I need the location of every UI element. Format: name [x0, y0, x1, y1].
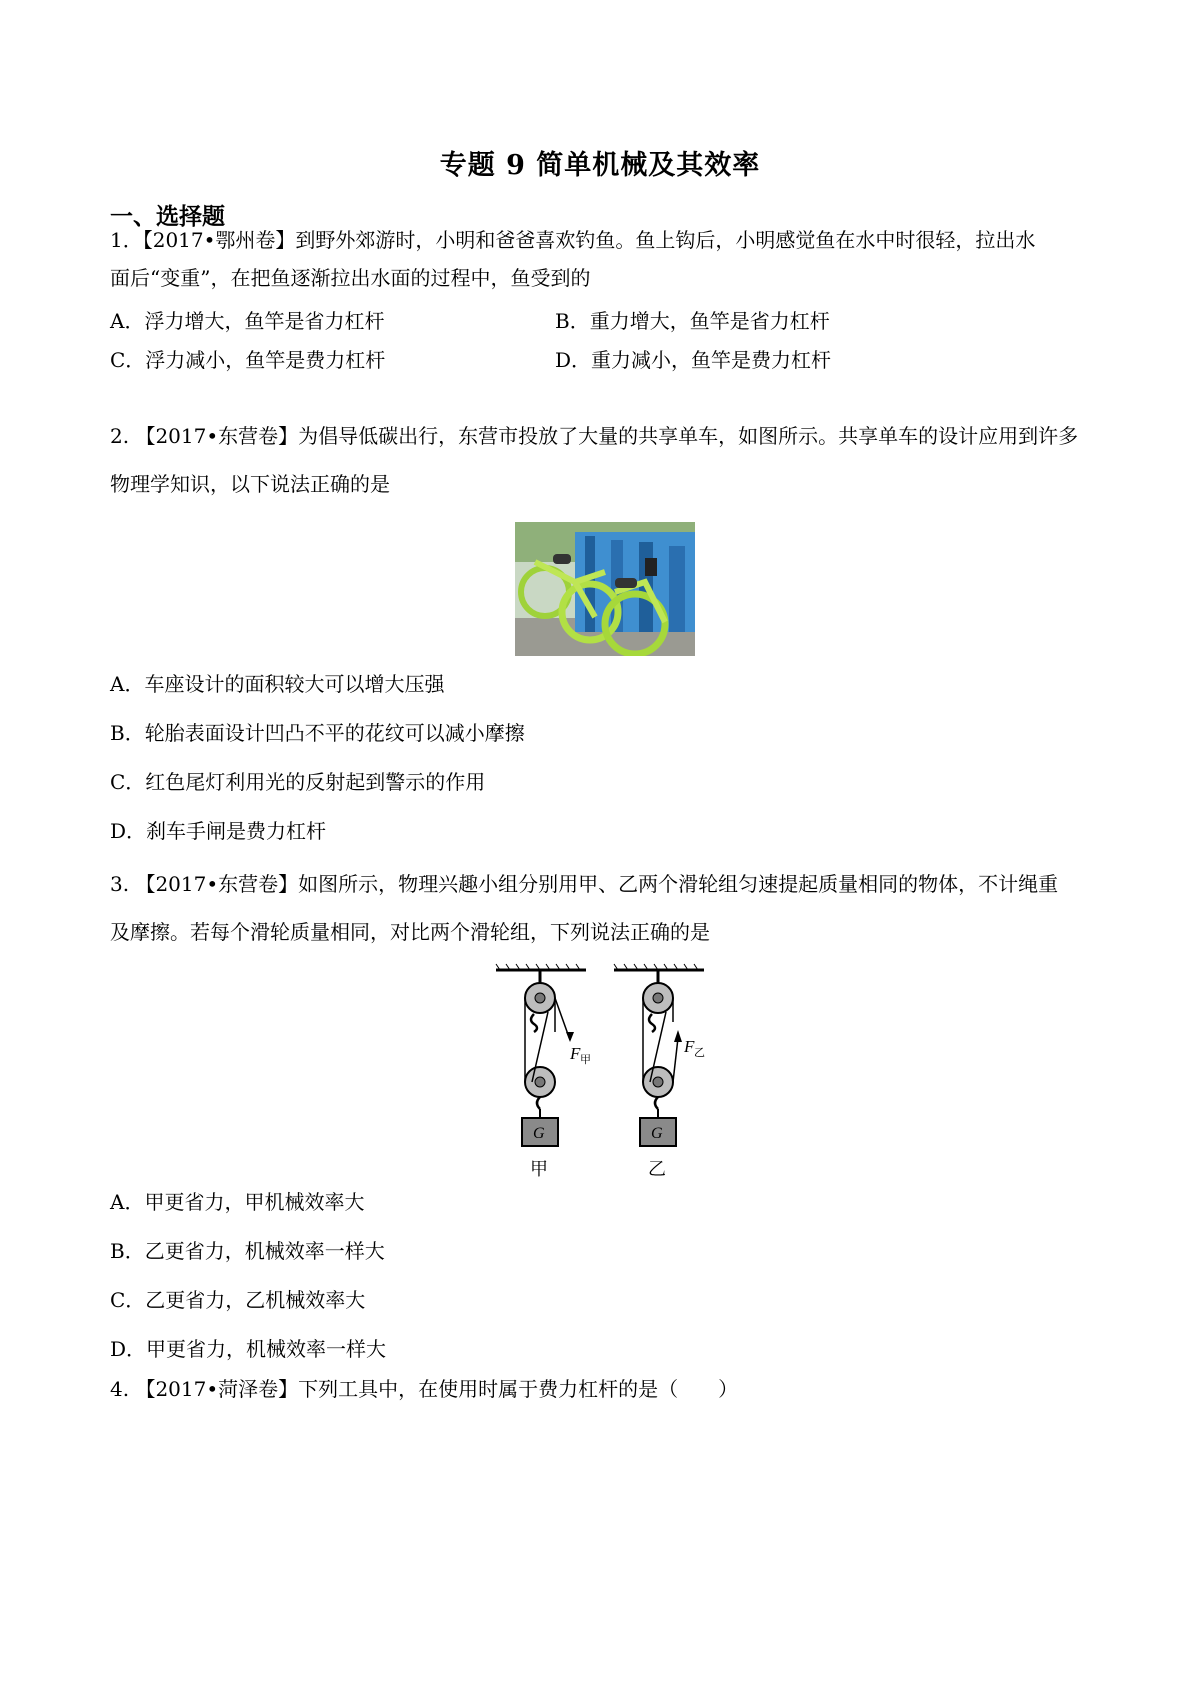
q1-stem-line2: 面后“变重”，在把鱼逐渐拉出水面的过程中，鱼受到的	[110, 266, 591, 290]
q2-option-c: C．红色尾灯利用光的反射起到警示的作用	[110, 770, 486, 794]
q2-option-a: A．车座设计的面积较大可以增大压强	[110, 672, 445, 696]
left-force-label: F	[570, 1044, 581, 1063]
right-caption: 乙	[648, 1159, 666, 1179]
q2-stem-line1: 2. 【2017•东营卷】为倡导低碳出行，东营市投放了大量的共享单车，如图所示。共享单车的设计应用到许多	[110, 424, 1079, 448]
left-caption: 甲	[530, 1159, 548, 1179]
right-pulley-system	[640, 970, 682, 1146]
left-force-subscript: 甲	[580, 1054, 591, 1066]
q2-option-d: D．刹车手闸是费力杠杆	[110, 819, 327, 843]
pulley-systems-figure	[490, 962, 710, 1184]
q3-stem-line1: 3. 【2017•东营卷】如图所示，物理兴趣小组分别用甲、乙两个滑轮组匀速提起质量相同的物体，不计绳重	[110, 872, 1059, 896]
q1-option-b: B．重力增大，鱼竿是省力杠杆	[555, 309, 830, 333]
right-weight-label: G	[651, 1125, 663, 1142]
q3-stem-line2: 及摩擦。若每个滑轮质量相同，对比两个滑轮组，下列说法正确的是	[110, 920, 710, 944]
q2-stem-line2: 物理学知识，以下说法正确的是	[110, 472, 390, 496]
right-force-label: F	[684, 1037, 695, 1056]
q3-option-a: A．甲更省力，甲机械效率大	[110, 1190, 365, 1214]
section-heading: 一、选择题	[110, 203, 225, 230]
left-weight-label: G	[533, 1125, 545, 1142]
right-ceiling	[614, 964, 704, 970]
shared-bikes-photo	[515, 522, 695, 656]
q4-stem-line1: 4. 【2017•菏泽卷】下列工具中，在使用时属于费力杠杆的是（ ）	[110, 1377, 739, 1401]
q1-stem-line1: 1．【2017•鄂州卷】到野外郊游时，小明和爸爸喜欢钓鱼。鱼上钩后，小明感觉鱼在水中时很轻，拉出水	[110, 228, 1036, 252]
right-force-subscript: 乙	[694, 1047, 705, 1059]
left-pulley-system	[522, 970, 574, 1146]
q1-option-d: D．重力减小，鱼竿是费力杠杆	[555, 348, 832, 372]
q3-option-c: C．乙更省力，乙机械效率大	[110, 1288, 366, 1312]
q1-option-c: C．浮力减小，鱼竿是费力杠杆	[110, 348, 386, 372]
q3-option-d: D．甲更省力，机械效率一样大	[110, 1337, 387, 1361]
left-ceiling	[496, 964, 586, 970]
q1-option-a: A．浮力增大，鱼竿是省力杠杆	[110, 309, 385, 333]
q3-option-b: B．乙更省力，机械效率一样大	[110, 1239, 385, 1263]
q2-option-b: B．轮胎表面设计凹凸不平的花纹可以减小摩擦	[110, 721, 525, 745]
page-title: 专题 9 简单机械及其效率	[439, 150, 761, 181]
